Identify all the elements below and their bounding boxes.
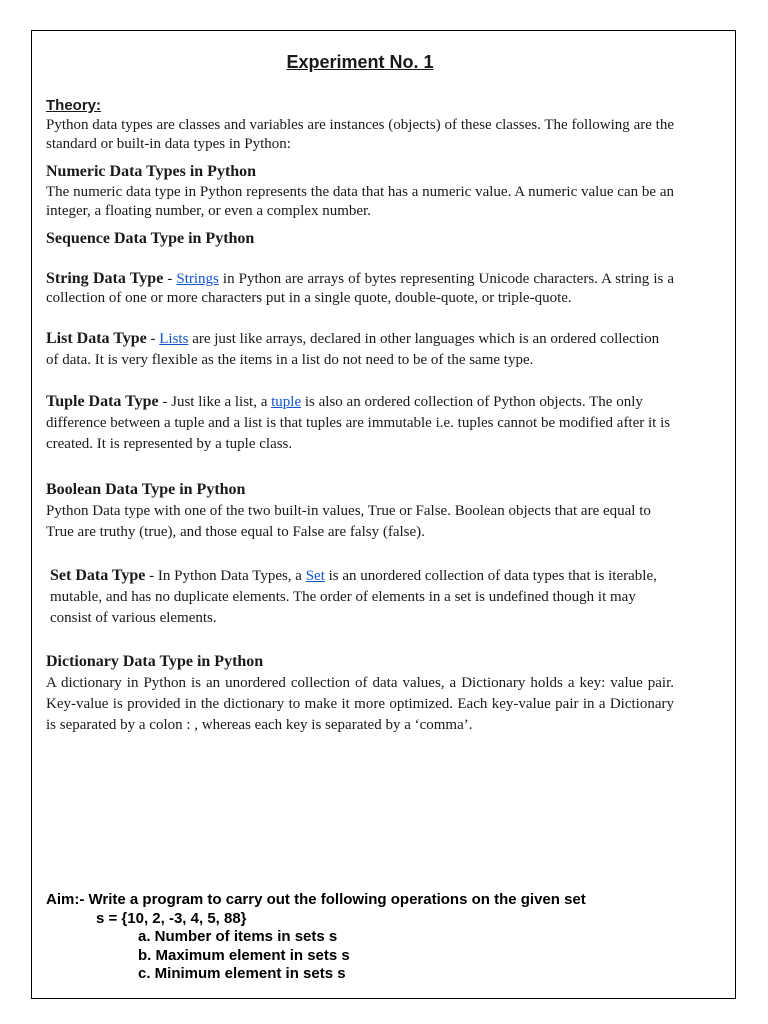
page-title: Experiment No. 1 (286, 52, 434, 72)
boolean-paragraph: Python Data type with one of the two built-in values, True or False. Boolean objects that are equal to True are truthy (true), and those equal to False are falsy (false). (46, 503, 651, 540)
boolean-heading: Boolean Data Type in Python (46, 481, 246, 498)
aim-item-min: c. Minimum element in sets s (138, 965, 346, 982)
intro-paragraph: Python data types are classes and variables are instances (objects) of these classes. The following are the standard or built-in data types in Python: (46, 117, 674, 152)
tuple-heading: Tuple Data Type (46, 393, 159, 410)
dictionary-paragraph: A dictionary in Python is an unordered collection of data values, a Dictionary holds a key: value pair. Key-value is provided in the dictionary to make it more optimized. Each key-value pair in a Dictionary is separated by a colon : , whereas each key is separated by a ‘comma’. (46, 675, 674, 733)
tuple-text-after: is also an ordered collection of Python objects. The only difference between a tuple and a list is that tuples are immutable i.e. tuples cannot be modified after it is created. It is represented by a tuple class. (46, 394, 671, 452)
set-text-after: is an unordered collection of data types that is iterable, mutable, and has no duplicate elements. The order of elements in a set is undefined though it may consist of various elements. (50, 568, 657, 626)
dictionary-heading: Dictionary Data Type in Python (46, 653, 264, 670)
document-body (46, 50, 674, 736)
string-dash: - (163, 271, 177, 287)
string-heading: String Data Type (46, 270, 164, 287)
lists-link[interactable]: Lists (159, 331, 189, 347)
numeric-paragraph: The numeric data type in Python represents the data that has a numeric value. A numeric value can be an integer, a floating number, or even a complex number. (46, 184, 674, 219)
tuple-text-before: - Just like a list, a (158, 394, 272, 410)
aim-statement: Aim:- Write a program to carry out the following operations on the given set (46, 891, 586, 908)
aim-item-count: a. Number of items in sets s (138, 928, 338, 945)
set-heading: Set Data Type (50, 567, 146, 584)
aim-block (46, 891, 696, 984)
list-dash: - (146, 331, 160, 347)
tuple-link[interactable]: tuple (271, 394, 302, 410)
set-text-before: - In Python Data Types, a (145, 568, 306, 584)
list-heading: List Data Type (46, 330, 147, 347)
list-text: are just like arrays, declared in other languages which is an ordered collection of data. It is very flexible as the items in a list do not need to be of the same type. (46, 331, 660, 368)
string-text: in Python are arrays of bytes representing Unicode characters. A string is a collection of one or more characters put in a single quote, double-quote, or triple-quote. (46, 271, 675, 306)
strings-link[interactable]: Strings (176, 271, 219, 287)
set-link[interactable]: Set (305, 568, 325, 584)
aim-item-max: b. Maximum element in sets s (138, 946, 350, 964)
tuple-paragraph (46, 391, 674, 455)
string-paragraph (46, 270, 674, 307)
theory-label: Theory: (46, 97, 102, 114)
aim-set-definition: s = {10, 2, -3, 4, 5, 88} (96, 909, 247, 927)
sequence-heading: Sequence Data Type in Python (46, 230, 255, 247)
numeric-heading: Numeric Data Types in Python (46, 163, 257, 180)
set-paragraph (46, 565, 674, 629)
list-paragraph (46, 328, 674, 371)
